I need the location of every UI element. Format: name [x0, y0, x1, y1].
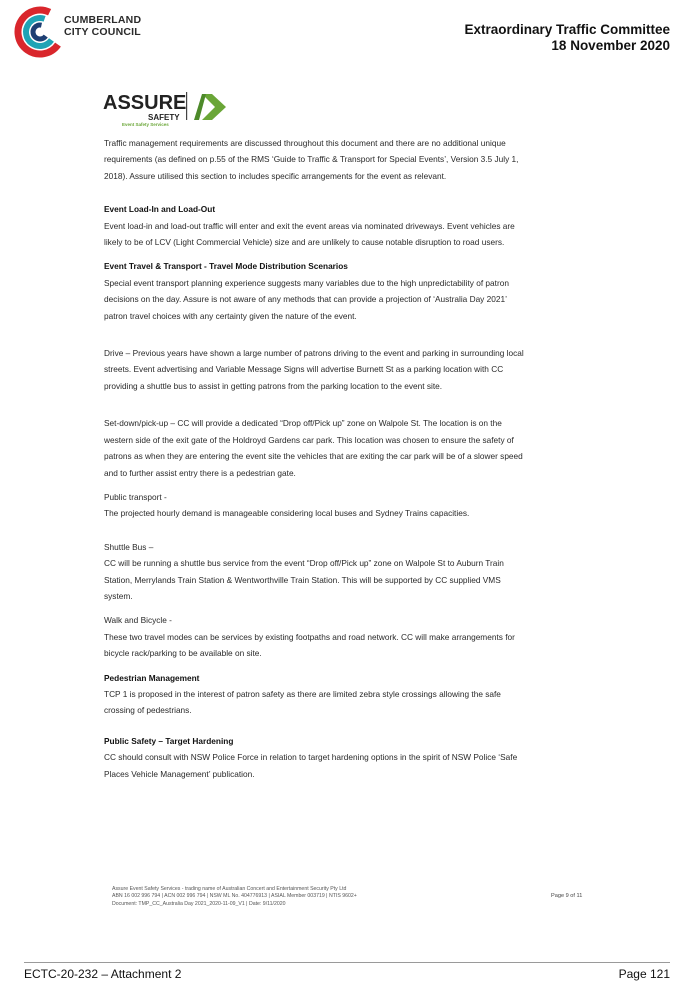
- cumberland-council-logo: [14, 5, 70, 61]
- pedestrian-text-line: TCP 1 is proposed in the interest of patron safety as there are limited zebra style crossings allowing the safe: [104, 688, 501, 699]
- load-text-line: likely to be of LCV (Light Commercial Vehicle) size and are unlikely to cause notable disruption to road users.: [104, 237, 505, 248]
- public-safety-text-line: Places Vehicle Management’ publication.: [104, 768, 255, 779]
- assure-document-footer: [112, 886, 492, 908]
- drive-text-line: Drive – Previous years have shown a large number of patrons driving to the event and parking in surrounding local: [104, 348, 524, 359]
- meeting-info: [464, 22, 670, 54]
- inner-footer-line: Document: TMP_CC_Australia Day 2021_2020-11-09_V1 | Date: 9/11/2020: [112, 900, 286, 907]
- inner-footer-line: Assure Event Safety Services - trading name of Australian Concert and Entertainment Security Pty Ltd: [112, 886, 347, 892]
- walk-text-line: These two travel modes can be services by existing footpaths and road network. CC will make arrangements for: [104, 631, 515, 642]
- pedestrian-heading: Pedestrian Management: [104, 672, 200, 683]
- meeting-title: Extraordinary Traffic Committee: [464, 22, 670, 37]
- intro-line: Traffic management requirements are discussed throughout this document and there are no additional unique: [104, 138, 506, 148]
- load-text-line: Event load-in and load-out traffic will enter and exit the event areas via nominated driveways. Event vehicles are: [104, 220, 515, 231]
- public-safety-text-line: CC should consult with NSW Police Force in relation to target hardening options in the spirit of NSW Police ‘Safe: [104, 752, 518, 763]
- footer-divider: [24, 962, 670, 963]
- shuttle-heading: Shuttle Bus –: [104, 541, 154, 552]
- setdown-text-line: Set-down/pick-up – CC will provide a dedicated “Drop off/Pick up” zone on Walpole St. The location is on the: [104, 418, 502, 429]
- setdown-text-line: western side of the exit gate of the Holdroyd Gardens car park. This location was chosen to ensure the safety of: [104, 434, 514, 445]
- public-transport-heading: Public transport -: [104, 491, 167, 502]
- assure-logo-sub: SAFETY: [148, 113, 180, 122]
- public-transport-text: The projected hourly demand is manageable considering local buses and Sydney Trains capacities.: [104, 508, 470, 519]
- page-number: Page 121: [618, 967, 670, 981]
- setdown-text-line: patrons as when they are entering the event site the vehicles that are exiting the car park will be of a slower speed: [104, 451, 523, 462]
- shuttle-text-line: CC will be running a shuttle bus service from the event “Drop off/Pick up” zone on Walpole St to Auburn Train: [104, 558, 504, 569]
- travel-text-line: Special event transport planning experience suggests many variables due to the high unpredictability of patron: [104, 277, 509, 288]
- inner-page-number: Page 9 of 11: [551, 893, 583, 899]
- assure-logo-name: ASSURE: [103, 92, 187, 114]
- drive-text-line: providing a shuttle bus to assist in getting patrons from the parking location to the event site.: [104, 380, 443, 391]
- attachment-reference: ECTC-20-232 – Attachment 2: [24, 967, 182, 981]
- walk-heading: Walk and Bicycle -: [104, 615, 172, 626]
- inner-footer-line: ABN 16 002 996 794 | ACN 002 996 794 | NSW ML No. 404776913 | ASIAL Member 003719 | NTIS 9602+: [112, 893, 357, 900]
- intro-line: 2018). Assure utilised this section to includes specific arrangements for the event as relevant.: [104, 170, 447, 181]
- assure-tagline: Event Safety Services: [122, 122, 169, 127]
- intro-line: requirements (as defined on p.55 of the RMS ‘Guide to Traffic & Transport for Special Events’, Version 3.5 July 1,: [104, 154, 519, 165]
- public-safety-heading: Public Safety – Target Hardening: [104, 735, 234, 746]
- setdown-text-line: and to further assist entry there is a pedestrian gate.: [104, 467, 296, 478]
- travel-text-line: patron travel choices with any certainty given the nature of the event.: [104, 310, 357, 321]
- shuttle-text-line: Station, Merrylands Train Station & Wentworthville Train Station. This will be supported by CC supplied VMS: [104, 574, 501, 585]
- walk-text-line: bicycle rack/parking to be available on site.: [104, 648, 262, 659]
- council-name: [64, 14, 141, 38]
- travel-text-line: decisions on the day. Assure is not aware of any methods that can provide a projection of ‘Australia Day 2021’: [104, 294, 507, 305]
- pedestrian-text-line: crossing of pedestrians.: [104, 705, 192, 716]
- document-body: [104, 135, 616, 782]
- travel-heading: Event Travel & Transport - Travel Mode Distribution Scenarios: [104, 261, 348, 272]
- meeting-date: 18 November 2020: [551, 38, 670, 53]
- council-name-line2: CITY COUNCIL: [64, 26, 141, 38]
- drive-text-line: streets. Event advertising and Variable Message Signs will advertise Burnett St as a parking location with CC: [104, 364, 504, 375]
- shuttle-text-line: system.: [104, 590, 133, 601]
- council-name-line1: CUMBERLAND: [64, 14, 142, 26]
- load-heading: Event Load-In and Load-Out: [104, 204, 216, 215]
